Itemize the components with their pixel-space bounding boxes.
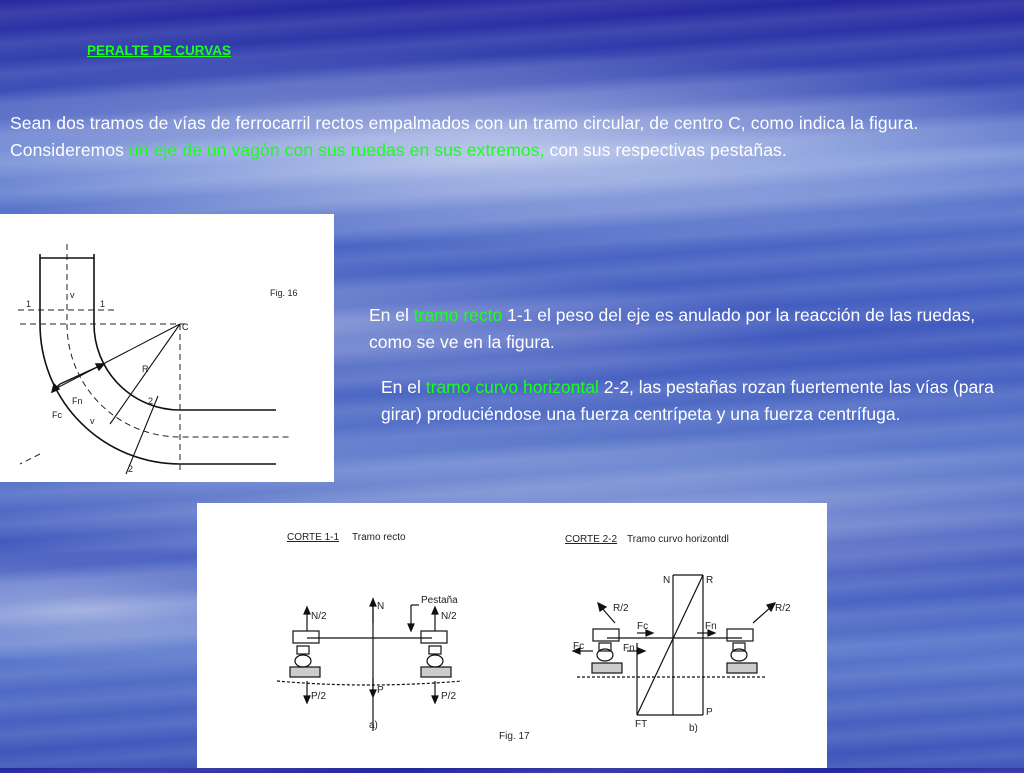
corte2-ft-label: FT	[635, 719, 648, 730]
paragraph-straight-section	[369, 302, 989, 356]
intro-line2-start: Consideremos	[10, 140, 129, 160]
corte1-n2-left: N/2	[311, 611, 327, 622]
fig16-fn-label: Fn	[72, 396, 83, 406]
intro-highlight: un eje de un vagón con sus ruedas en sus extremos,	[129, 140, 545, 160]
corte2-fn-left: Fn	[623, 643, 635, 654]
para2-prefix: En el	[381, 377, 426, 397]
corte2-subtitle: Tramo curvo horizontdl	[627, 534, 729, 545]
fig16-fc-label: Fc	[52, 410, 62, 420]
para2-suffix: 2-2, las pestañas rozan fuertemente las vías (para girar) produciéndose una fuerza centrípeta y una fuerza centrífuga.	[381, 377, 994, 424]
para1-highlight: tramo recto	[413, 305, 503, 325]
fig16-section-1-right: 1	[100, 299, 106, 309]
paragraph-curved-section	[381, 374, 1001, 428]
corte1-subtitle: Tramo recto	[352, 532, 406, 543]
figure-16	[0, 214, 334, 482]
corte2-r2-left: R/2	[613, 603, 629, 614]
fig16-caption: Fig. 16	[270, 288, 298, 298]
corte1-a-label: a)	[369, 720, 378, 731]
figure-17	[197, 503, 827, 768]
fig16-center-label: C	[182, 322, 189, 332]
corte2-fc-mid: Fc	[637, 621, 649, 632]
fig16-radius-label: R	[142, 364, 149, 374]
intro-text	[10, 110, 1020, 164]
fig16-v-label-2: v	[90, 416, 95, 426]
intro-line1: Sean dos tramos de vías de ferrocarril rectos empalmados con un tramo circular, de centro C, como indica la figura.	[10, 113, 919, 133]
page-title: PERALTE DE CURVAS	[87, 43, 232, 58]
corte2-n-label: N	[663, 575, 671, 586]
corte1-n2-right: N/2	[441, 611, 457, 622]
corte1-p2-left: P/2	[311, 691, 327, 702]
corte1-title: CORTE 1-1	[287, 532, 340, 543]
corte1-p-label: P	[377, 685, 384, 696]
para2-highlight: tramo curvo horizontal	[425, 377, 599, 397]
corte2-r-label: R	[706, 575, 714, 586]
fig16-section-1-left: 1	[26, 299, 32, 309]
corte1-n-label: N	[377, 601, 385, 612]
corte2-b-label: b)	[689, 723, 698, 734]
fig16-section-2-top: 2	[148, 396, 154, 406]
para1-prefix: En el	[369, 305, 414, 325]
corte2-p-label: P	[706, 707, 713, 718]
figure-17-drawing	[197, 503, 827, 768]
corte1-pestana-label: Pestaña	[421, 595, 458, 606]
fig17-caption: Fig. 17	[499, 731, 530, 742]
fig16-v-label: v	[70, 290, 75, 300]
corte1-p2-right: P/2	[441, 691, 457, 702]
figure-16-drawing	[0, 214, 334, 482]
fig16-section-2-bottom: 2	[128, 464, 134, 474]
corte2-fc-left: Fc	[573, 641, 585, 652]
para1-suffix: 1-1 el peso del eje es anulado por la reacción de las ruedas, como se ve en la figura.	[369, 305, 976, 352]
intro-line2-end: con sus respectivas pestañas.	[544, 140, 787, 160]
corte2-title: CORTE 2-2	[565, 534, 618, 545]
corte2-fn-mid: Fn	[705, 621, 717, 632]
corte2-r2-right: R/2	[775, 603, 791, 614]
